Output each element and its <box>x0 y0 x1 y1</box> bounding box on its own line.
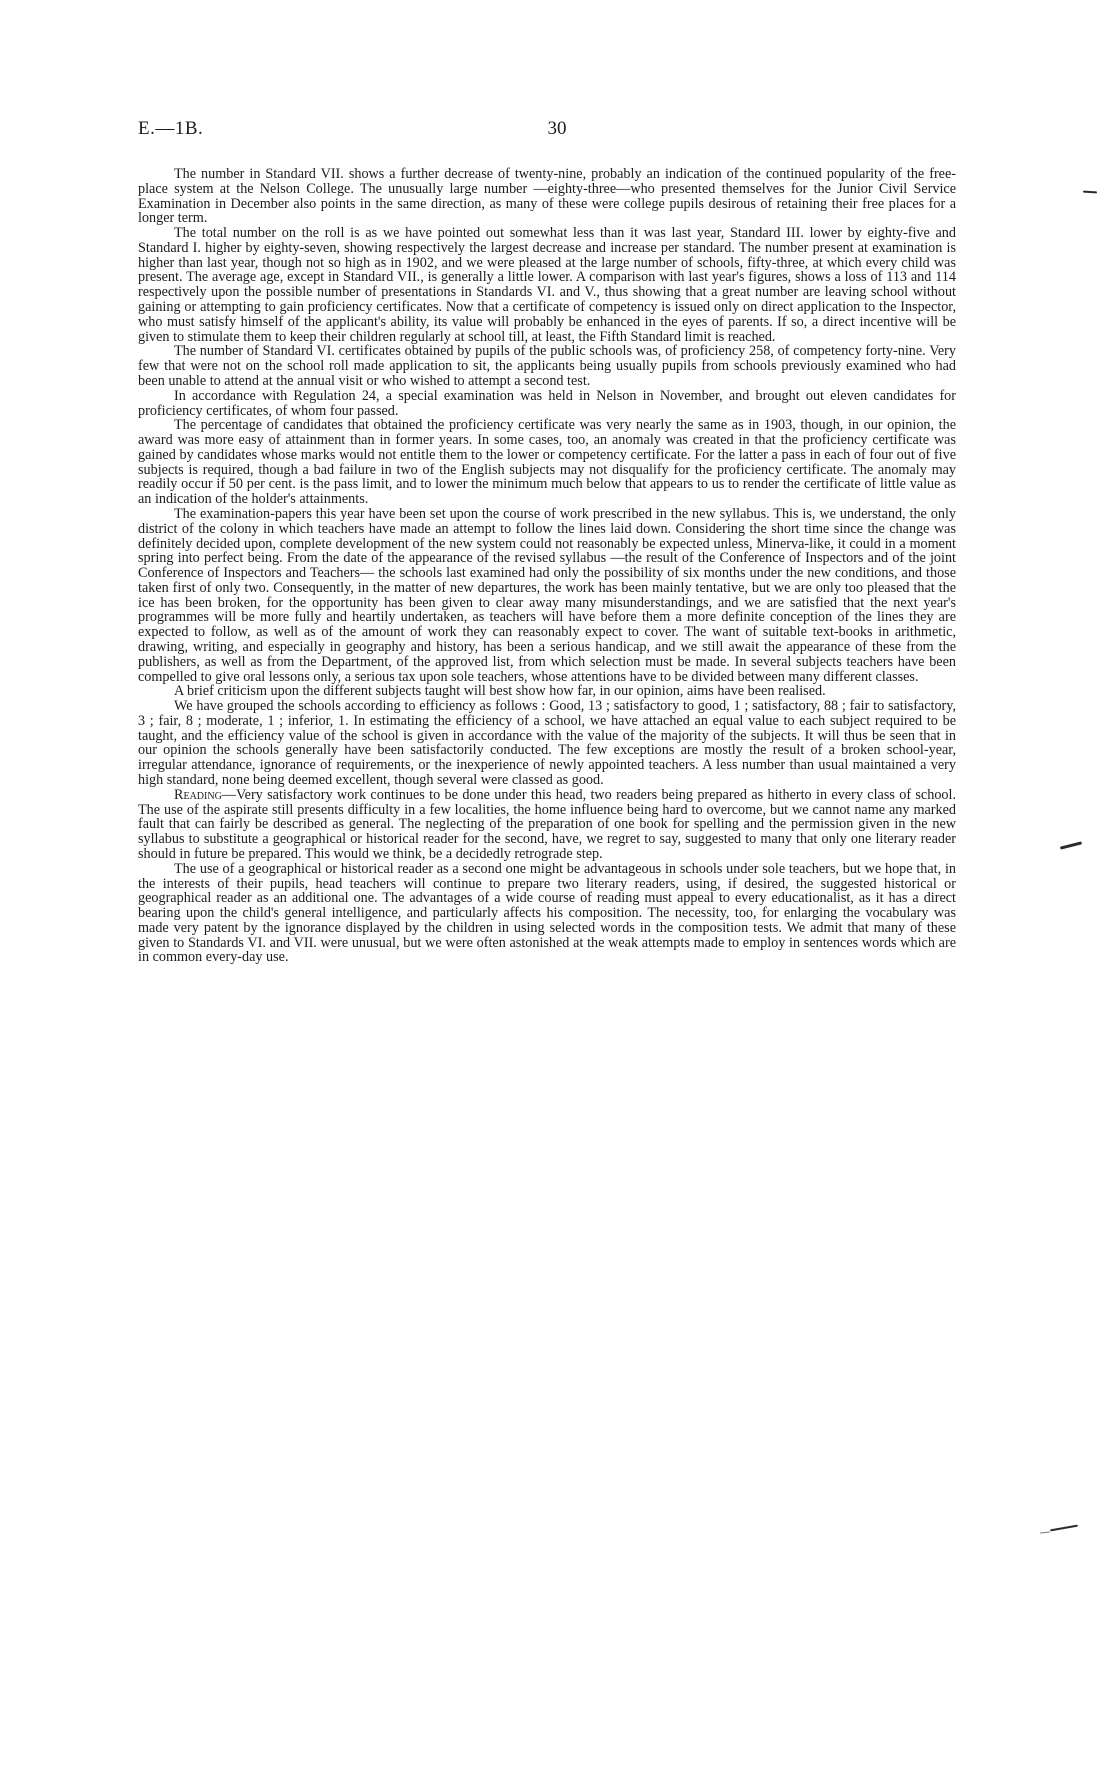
margin-mark <box>1083 191 1097 194</box>
paragraph-examination-papers: The examination-papers this year have been set upon the course of work prescribed in the new syllabus. This is, we understand, the only district of the colony in which teachers have made an attempt to follow the lines laid down. Considering the short time since the change was definitely decided upon, complete development of the new system could not reasonably be expected unless, Minerva-like, it could in a moment spring into perfect being. From the date of the appearance of the revised syllabus —the result of the Conference of Inspectors and of the joint Conference of Inspectors and Teachers— the schools last examined had only the possibility of six months under the new conditions, and those taken first of only two. Consequently, in the matter of new departures, the work has been mainly tentative, but we are only too pleased that the ice has been broken, for the opportunity has been given to clear away many misunderstandings, and we are satisfied that the next year's programmes will be more fully and heartily undertaken, as teachers will have before them a more definite conception of the lines they are expected to follow, as well as of the amount of work they can reasonably expect to cover. The want of suitable text-books in arithmetic, drawing, writing, and especially in geography and history, has been a serious handicap, and we still await the appearance of these from the publishers, as well as from the Department, of the approved list, from which selection must be made. In several subjects teachers have been compelled to give oral lessons only, a serious tax upon sole teachers, whose attentions have to be divided between many different classes. <box>138 505 956 685</box>
reading-heading: Reading <box>174 786 222 803</box>
margin-mark <box>1040 1531 1050 1533</box>
paragraph-roll-numbers: The total number on the roll is as we have pointed out somewhat less than it was last year, Standard III. lower by eighty-five and Standard I. higher by eighty-seven, showing respectively the largest decrease and increase per standard. The number present at examination is higher than last year, though not so high as in 1902, and we were pleased at the large number of schools, fifty-three, at which every child was present. The average age, except in Standard VII., is generally a little lower. A comparison with last year's figures, shows a loss of 113 and 114 respectively upon the possible number of presentations in Standards VI. and V., thus showing that a great number are leaving school without gaining or attempting to gain proficiency certificates. Now that a certificate of competency is issued only on direct application to the Inspector, who must satisfy himself of the applicant's ability, its value will probably be enhanced in the eyes of parents. If so, a direct incentive will be given to stimulate them to keep their children regularly at school till, at least, the Fifth Standard limit is reached. <box>138 225 956 345</box>
margin-mark <box>1050 1525 1078 1532</box>
margin-mark <box>1060 841 1082 849</box>
paragraph-standard-vii: The number in Standard VII. shows a further decrease of twenty-nine, probably an indication of the continued popularity of the free-place system at the Nelson College. The unusually large number —eighty-three—who presented themselves for the Junior Civil Service Examination in December also points in the same direction, as many of these were college pupils desirous of retaining their free places for a longer term. <box>138 166 956 227</box>
paragraph-school-efficiency: We have grouped the schools according to efficiency as follows : Good, 13 ; satisfactory to good, 1 ; satisfactory, 88 ; fair to satisfactory, 3 ; fair, 8 ; moderate, 1 ; inferior, 1. In estimating the efficiency of a school, we have attached an equal value to each subject required to be taught, and the efficiency value of the school is given in accordance with the value of the majority of the subjects. It will thus be seen that in our opinion the schools generally have been satisfactorily conducted. The few exceptions are mostly the result of a broken school-year, irregular attendance, ignorance of requirements, or the inexperience of newly appointed teachers. A less number than usual maintained a very high standard, none being deemed excellent, though several were classed as good. <box>138 698 956 789</box>
paragraph-second-reader: The use of a geographical or historical reader as a second one might be advantageous in schools under sole teachers, but we hope that, in the interests of their pupils, head teachers will continue to prepare two literary readers, using, if desired, the suggested historical or geographical reader as an additional one. The advantages of a wide course of reading must appeal to every educationalist, as it has a direct bearing upon the child's general intelligence, and particularly affects his composition. The necessity, too, for enlarging the vocabulary was made very patent by the ignorance displayed by the children in using selected words in the composition tests. We admit that many of these given to Standards VI. and VII. were unusual, but we were often astonished at the weak attempts made to employ in sentences words which are in common every-day use. <box>138 860 956 966</box>
paragraph-special-examination: In accordance with Regulation 24, a special examination was held in Nelson in November, and brought out eleven candidates for proficiency certificates, of whom four passed. <box>138 387 956 419</box>
reading-text: —Very satisfactory work continues to be done under this head, two readers being prepared as hitherto in every class of school. The use of the aspirate still presents difficulty in a few localities, the home influence being hard to overcome, but we cannot name any marked fault that can fairly be described as general. The neglecting of the preparation of one book for spelling and the permission given in the new syllabus to substitute a geographical or historical reader for the second, have, we regret to say, suggested to many that only one literary reader should in future be prepared. This would we think, be a decidedly retrograde step. <box>138 786 956 862</box>
paragraph-certificates: The number of Standard VI. certificates obtained by pupils of the public schools was, of proficiency 258, of competency forty-nine. Very few that were not on the school roll made application to sit, the applicants being usually pupils from schools previously examined who had been unable to attend at the annual visit or who wished to attempt a second test. <box>138 343 956 389</box>
document-reference: E.—1B. <box>138 118 204 139</box>
paragraph-reading <box>138 788 956 862</box>
paragraph-proficiency-percentage: The percentage of candidates that obtained the proficiency certificate was very nearly the same as in 1903, though, in our opinion, the award was more easy of attainment than in former years. In some cases, too, an anomaly was created in that the proficiency certificate was gained by candidates whose marks would not entitle them to the lower or competency certificate. For the latter a pass in each of four out of five subjects is required, though a bad failure in two of the English subjects may not disqualify for the proficiency certificate. The anomaly may readily occur if 50 per cent. is the pass limit, and to lower the minimum much below that appears to us to render the certificate of little value as an indication of the holder's attainments. <box>138 417 956 508</box>
report-body <box>138 167 956 965</box>
page-header <box>138 118 976 148</box>
paragraph-brief-criticism: A brief criticism upon the different subjects taught will best show how far, in our opinion, aims have been realised. <box>174 683 826 700</box>
page-number: 30 <box>547 118 567 139</box>
